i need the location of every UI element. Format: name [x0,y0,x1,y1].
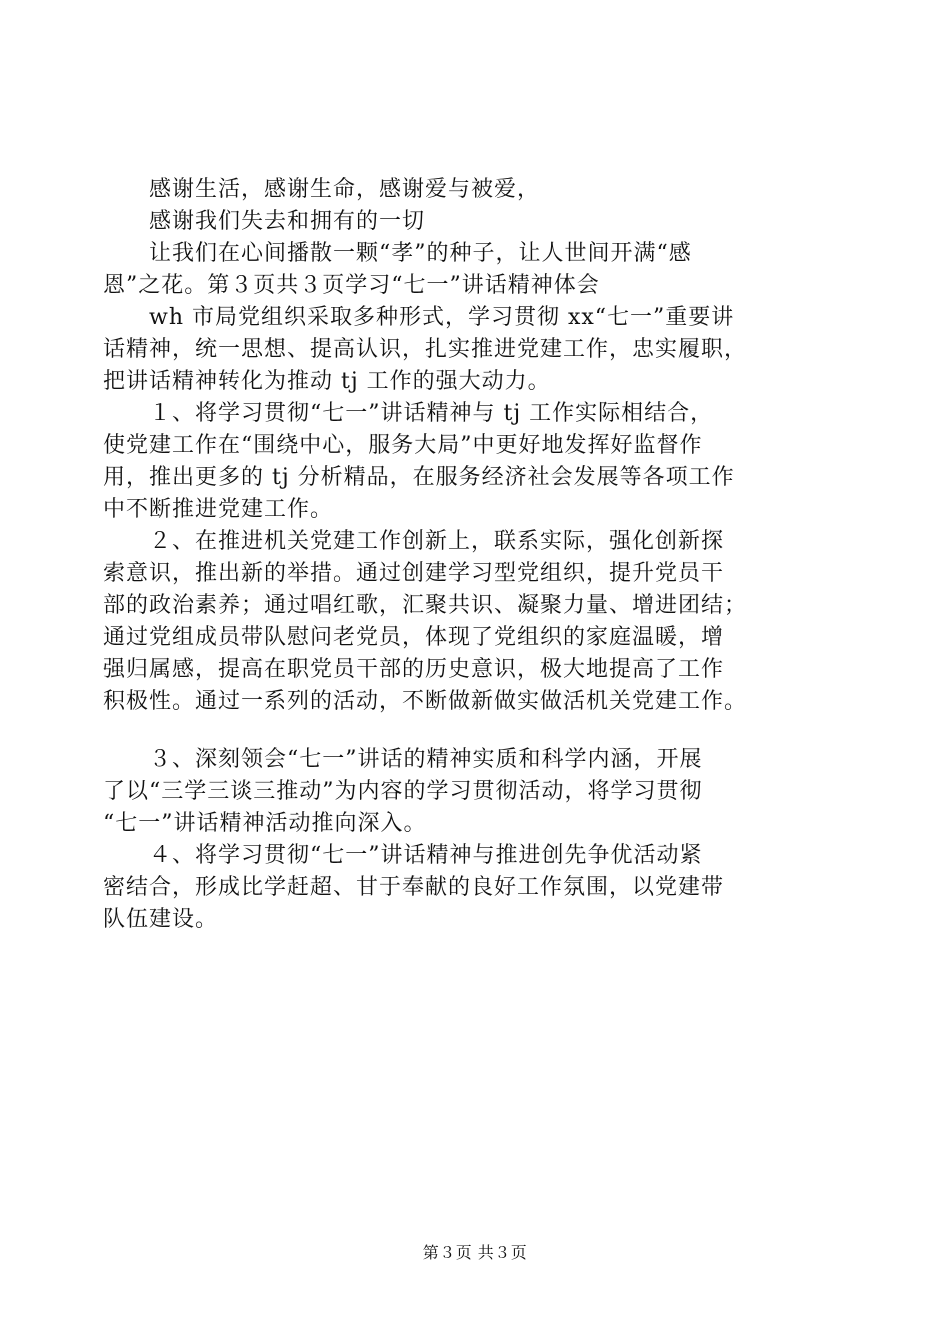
text-line: 密结合，形成比学赶超、甘于奉献的良好工作氛围，以党建带 [103,875,725,900]
document-body [103,174,855,936]
text-line: 中不断推进党建工作。 [103,497,334,522]
text-line: 感谢生活，感谢生命，感谢爱与被爱， [103,177,541,202]
text-line: 积极性。通过一系列的活动，不断做新做实做活机关党建工作。 [103,689,748,714]
text-line: 通过党组成员带队慰问老党员，体现了党组织的家庭温暖，增 [103,625,725,650]
text-line: 部的政治素养；通过唱红歌，汇聚共识、凝聚力量、增进团结； [103,593,748,618]
text-line: 感谢我们失去和拥有的一切 [103,209,426,234]
text-line: 队伍建设。 [103,907,219,932]
text-line: 索意识，推出新的举措。通过创建学习型党组织，提升党员干 [103,561,725,586]
text-line: 强归属感，提高在职党员干部的历史意识，极大地提高了工作 [103,657,725,682]
paragraph-gap [103,718,855,744]
text-line: 话精神，统一思想、提高认识，扎实推进党建工作，忠实履职， [103,337,748,362]
text-line: １、将学习贯彻“七一”讲话精神与 tj 工作实际相结合， [103,401,714,426]
text-line: 使党建工作在“围绕中心，服务大局”中更好地发挥好监督作 [103,433,703,458]
text-line: 恩”之花。第３页共３页学习“七一”讲话精神体会 [103,273,600,298]
text-line: ３、深刻领会“七一”讲话的精神实质和科学内涵，开展 [103,747,703,772]
text-line: ２、在推进机关党建工作创新上，联系实际，强化创新探 [103,529,725,554]
page-footer: 第３页 共３页 [422,1243,528,1262]
text-line: 了以“三学三谈三推动”为内容的学习贯彻活动，将学习贯彻 [103,779,703,804]
text-line: 用，推出更多的 tj 分析精品，在服务经济社会发展等各项工作 [103,465,735,490]
text-line: ４、将学习贯彻“七一”讲话精神与推进创先争优活动紧 [103,843,703,868]
text-line: 让我们在心间播散一颗“孝”的种子，让人世间开满“感 [103,241,692,266]
text-line: 把讲话精神转化为推动 tj 工作的强大动力。 [103,369,551,394]
text-line: wh 市局党组织采取多种形式，学习贯彻 xx“七一”重要讲 [103,305,735,330]
text-line: “七一”讲话精神活动推向深入。 [103,811,427,836]
